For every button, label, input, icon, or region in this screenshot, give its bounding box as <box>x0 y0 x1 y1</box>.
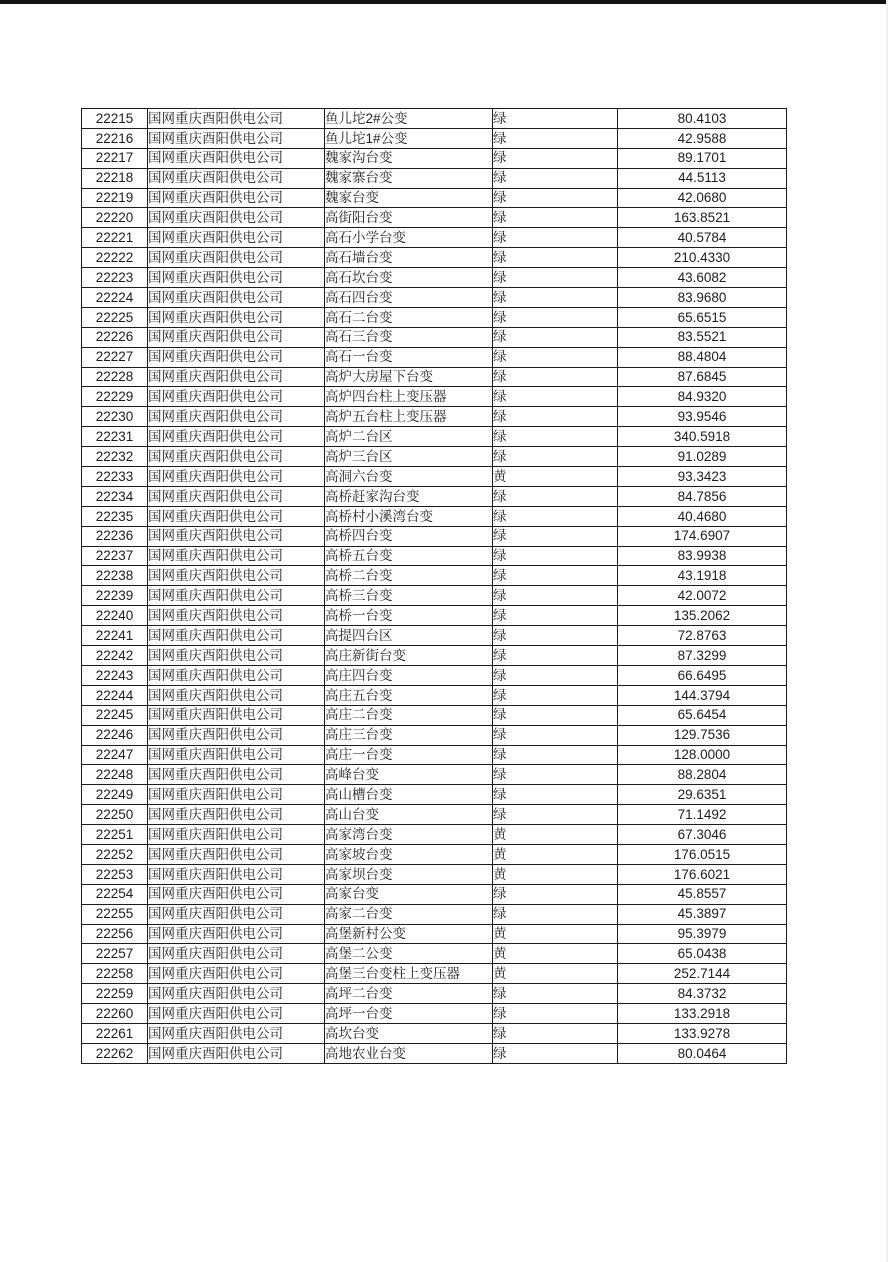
cell-value: 87.6845 <box>618 367 787 387</box>
table-row <box>82 288 787 308</box>
cell-id: 22253 <box>82 864 148 884</box>
cell-id: 22235 <box>82 506 148 526</box>
table-row <box>82 546 787 566</box>
table-row <box>82 566 787 586</box>
data-table-container <box>81 108 787 1064</box>
cell-id: 22237 <box>82 546 148 566</box>
cell-value: 129.7536 <box>618 725 787 745</box>
cell-id: 22217 <box>82 148 148 168</box>
cell-station: 高地农业台变 <box>325 1043 493 1063</box>
table-row <box>82 964 787 984</box>
cell-station: 高堡二公变 <box>325 944 493 964</box>
cell-status: 黄 <box>493 467 618 487</box>
cell-company: 国网重庆酉阳供电公司 <box>148 904 325 924</box>
cell-company: 国网重庆酉阳供电公司 <box>148 924 325 944</box>
cell-value: 89.1701 <box>618 148 787 168</box>
cell-station: 高洞六台变 <box>325 467 493 487</box>
cell-id: 22229 <box>82 387 148 407</box>
table-row <box>82 208 787 228</box>
cell-value: 44.5113 <box>618 168 787 188</box>
cell-id: 22230 <box>82 407 148 427</box>
cell-value: 45.3897 <box>618 904 787 924</box>
cell-company: 国网重庆酉阳供电公司 <box>148 546 325 566</box>
cell-status: 绿 <box>493 486 618 506</box>
cell-id: 22225 <box>82 307 148 327</box>
cell-company: 国网重庆酉阳供电公司 <box>148 248 325 268</box>
cell-status: 绿 <box>493 447 618 467</box>
table-row <box>82 467 787 487</box>
table-row <box>82 884 787 904</box>
cell-id: 22251 <box>82 825 148 845</box>
cell-id: 22231 <box>82 427 148 447</box>
cell-company: 国网重庆酉阳供电公司 <box>148 288 325 308</box>
cell-id: 22226 <box>82 327 148 347</box>
cell-status: 黄 <box>493 825 618 845</box>
cell-value: 83.9680 <box>618 288 787 308</box>
cell-company: 国网重庆酉阳供电公司 <box>148 526 325 546</box>
cell-station: 高庄新街台变 <box>325 646 493 666</box>
cell-id: 22228 <box>82 367 148 387</box>
cell-status: 绿 <box>493 1043 618 1063</box>
cell-value: 133.2918 <box>618 1004 787 1024</box>
cell-company: 国网重庆酉阳供电公司 <box>148 646 325 666</box>
table-row <box>82 347 787 367</box>
table-row <box>82 228 787 248</box>
data-table <box>81 108 787 1064</box>
cell-company: 国网重庆酉阳供电公司 <box>148 665 325 685</box>
table-row <box>82 327 787 347</box>
cell-company: 国网重庆酉阳供电公司 <box>148 884 325 904</box>
cell-company: 国网重庆酉阳供电公司 <box>148 427 325 447</box>
cell-status: 绿 <box>493 884 618 904</box>
cell-id: 22227 <box>82 347 148 367</box>
cell-value: 66.6495 <box>618 665 787 685</box>
cell-value: 128.0000 <box>618 745 787 765</box>
cell-station: 高坎台变 <box>325 1023 493 1043</box>
cell-company: 国网重庆酉阳供电公司 <box>148 1043 325 1063</box>
cell-station: 高堡三台变柱上变压器 <box>325 964 493 984</box>
cell-status: 黄 <box>493 964 618 984</box>
cell-value: 71.1492 <box>618 805 787 825</box>
cell-id: 22254 <box>82 884 148 904</box>
table-row <box>82 984 787 1004</box>
cell-id: 22250 <box>82 805 148 825</box>
cell-station: 高坪二台变 <box>325 984 493 1004</box>
table-row <box>82 506 787 526</box>
cell-station: 高桥三台变 <box>325 586 493 606</box>
cell-company: 国网重庆酉阳供电公司 <box>148 327 325 347</box>
cell-status: 绿 <box>493 327 618 347</box>
cell-id: 22246 <box>82 725 148 745</box>
table-body <box>82 109 787 1064</box>
cell-company: 国网重庆酉阳供电公司 <box>148 805 325 825</box>
cell-station: 高桥村小溪湾台变 <box>325 506 493 526</box>
cell-status: 黄 <box>493 924 618 944</box>
cell-company: 国网重庆酉阳供电公司 <box>148 725 325 745</box>
cell-station: 高家二台变 <box>325 904 493 924</box>
table-row <box>82 665 787 685</box>
table-row <box>82 745 787 765</box>
cell-status: 绿 <box>493 387 618 407</box>
cell-company: 国网重庆酉阳供电公司 <box>148 268 325 288</box>
cell-value: 163.8521 <box>618 208 787 228</box>
table-row <box>82 109 787 129</box>
cell-station: 高坪一台变 <box>325 1004 493 1024</box>
cell-id: 22219 <box>82 188 148 208</box>
cell-id: 22224 <box>82 288 148 308</box>
cell-company: 国网重庆酉阳供电公司 <box>148 307 325 327</box>
cell-company: 国网重庆酉阳供电公司 <box>148 844 325 864</box>
cell-station: 魏家沟台变 <box>325 148 493 168</box>
cell-id: 22249 <box>82 785 148 805</box>
table-row <box>82 387 787 407</box>
cell-station: 高桥二台变 <box>325 566 493 586</box>
cell-id: 22239 <box>82 586 148 606</box>
cell-id: 22256 <box>82 924 148 944</box>
cell-status: 绿 <box>493 407 618 427</box>
cell-station: 高山槽台变 <box>325 785 493 805</box>
cell-value: 43.6082 <box>618 268 787 288</box>
cell-id: 22218 <box>82 168 148 188</box>
cell-status: 绿 <box>493 268 618 288</box>
cell-value: 29.6351 <box>618 785 787 805</box>
cell-status: 绿 <box>493 984 618 1004</box>
table-row <box>82 486 787 506</box>
cell-company: 国网重庆酉阳供电公司 <box>148 765 325 785</box>
cell-station: 高炉三台区 <box>325 447 493 467</box>
cell-status: 绿 <box>493 288 618 308</box>
table-row <box>82 805 787 825</box>
cell-company: 国网重庆酉阳供电公司 <box>148 745 325 765</box>
cell-station: 高桥一台变 <box>325 606 493 626</box>
cell-station: 高桥四台变 <box>325 526 493 546</box>
cell-status: 绿 <box>493 128 618 148</box>
cell-station: 高桥五台变 <box>325 546 493 566</box>
cell-company: 国网重庆酉阳供电公司 <box>148 486 325 506</box>
cell-value: 80.4103 <box>618 109 787 129</box>
table-row <box>82 1004 787 1024</box>
table-row <box>82 904 787 924</box>
table-row <box>82 407 787 427</box>
cell-value: 174.6907 <box>618 526 787 546</box>
cell-id: 22260 <box>82 1004 148 1024</box>
cell-value: 133.9278 <box>618 1023 787 1043</box>
cell-id: 22241 <box>82 626 148 646</box>
cell-station: 高山台变 <box>325 805 493 825</box>
cell-id: 22223 <box>82 268 148 288</box>
cell-status: 绿 <box>493 566 618 586</box>
cell-station: 高庄三台变 <box>325 725 493 745</box>
cell-status: 绿 <box>493 506 618 526</box>
cell-company: 国网重庆酉阳供电公司 <box>148 1004 325 1024</box>
cell-status: 绿 <box>493 168 618 188</box>
cell-value: 40.4680 <box>618 506 787 526</box>
cell-value: 42.0680 <box>618 188 787 208</box>
cell-status: 绿 <box>493 626 618 646</box>
cell-station: 高石二台变 <box>325 307 493 327</box>
cell-station: 高庄二台变 <box>325 705 493 725</box>
cell-value: 87.3299 <box>618 646 787 666</box>
cell-value: 176.6021 <box>618 864 787 884</box>
cell-company: 国网重庆酉阳供电公司 <box>148 148 325 168</box>
cell-value: 40.5784 <box>618 228 787 248</box>
cell-id: 22216 <box>82 128 148 148</box>
table-row <box>82 1023 787 1043</box>
cell-value: 88.2804 <box>618 765 787 785</box>
table-row <box>82 765 787 785</box>
cell-id: 22259 <box>82 984 148 1004</box>
cell-status: 绿 <box>493 606 618 626</box>
table-row <box>82 626 787 646</box>
cell-status: 绿 <box>493 586 618 606</box>
cell-station: 高庄一台变 <box>325 745 493 765</box>
cell-status: 绿 <box>493 665 618 685</box>
cell-status: 绿 <box>493 1004 618 1024</box>
cell-station: 高石坎台变 <box>325 268 493 288</box>
cell-value: 67.3046 <box>618 825 787 845</box>
cell-company: 国网重庆酉阳供电公司 <box>148 626 325 646</box>
cell-company: 国网重庆酉阳供电公司 <box>148 447 325 467</box>
cell-id: 22262 <box>82 1043 148 1063</box>
table-row <box>82 844 787 864</box>
cell-value: 210.4330 <box>618 248 787 268</box>
cell-company: 国网重庆酉阳供电公司 <box>148 168 325 188</box>
cell-station: 高石四台变 <box>325 288 493 308</box>
cell-company: 国网重庆酉阳供电公司 <box>148 964 325 984</box>
cell-company: 国网重庆酉阳供电公司 <box>148 606 325 626</box>
cell-station: 高炉二台区 <box>325 427 493 447</box>
cell-status: 绿 <box>493 725 618 745</box>
cell-company: 国网重庆酉阳供电公司 <box>148 506 325 526</box>
table-row <box>82 268 787 288</box>
page-right-edge <box>886 0 888 1262</box>
cell-value: 65.6515 <box>618 307 787 327</box>
table-row <box>82 248 787 268</box>
cell-id: 22232 <box>82 447 148 467</box>
cell-company: 国网重庆酉阳供电公司 <box>148 984 325 1004</box>
cell-value: 42.9588 <box>618 128 787 148</box>
table-row <box>82 705 787 725</box>
cell-station: 高石一台变 <box>325 347 493 367</box>
cell-value: 72.8763 <box>618 626 787 646</box>
cell-company: 国网重庆酉阳供电公司 <box>148 1023 325 1043</box>
cell-status: 绿 <box>493 546 618 566</box>
cell-station: 高街阳台变 <box>325 208 493 228</box>
cell-value: 340.5918 <box>618 427 787 447</box>
cell-value: 84.3732 <box>618 984 787 1004</box>
table-row <box>82 944 787 964</box>
table-row <box>82 307 787 327</box>
cell-status: 绿 <box>493 347 618 367</box>
cell-value: 83.9938 <box>618 546 787 566</box>
table-row <box>82 864 787 884</box>
table-row <box>82 427 787 447</box>
table-row <box>82 188 787 208</box>
table-row <box>82 168 787 188</box>
cell-value: 80.0464 <box>618 1043 787 1063</box>
cell-value: 88.4804 <box>618 347 787 367</box>
cell-value: 91.0289 <box>618 447 787 467</box>
cell-station: 魏家寨台变 <box>325 168 493 188</box>
cell-company: 国网重庆酉阳供电公司 <box>148 944 325 964</box>
cell-station: 高庄四台变 <box>325 665 493 685</box>
cell-station: 高石三台变 <box>325 327 493 347</box>
cell-value: 135.2062 <box>618 606 787 626</box>
cell-station: 高炉大房屋下台变 <box>325 367 493 387</box>
cell-station: 高炉五台柱上变压器 <box>325 407 493 427</box>
cell-station: 高家坡台变 <box>325 844 493 864</box>
table-row <box>82 924 787 944</box>
cell-id: 22220 <box>82 208 148 228</box>
cell-id: 22247 <box>82 745 148 765</box>
table-row <box>82 1043 787 1063</box>
cell-id: 22248 <box>82 765 148 785</box>
cell-station: 高峰台变 <box>325 765 493 785</box>
cell-status: 绿 <box>493 785 618 805</box>
cell-status: 黄 <box>493 944 618 964</box>
table-row <box>82 586 787 606</box>
table-row <box>82 606 787 626</box>
cell-company: 国网重庆酉阳供电公司 <box>148 407 325 427</box>
cell-id: 22242 <box>82 646 148 666</box>
cell-station: 高家台变 <box>325 884 493 904</box>
cell-status: 绿 <box>493 109 618 129</box>
cell-id: 22245 <box>82 705 148 725</box>
cell-status: 绿 <box>493 307 618 327</box>
cell-value: 42.0072 <box>618 586 787 606</box>
table-row <box>82 526 787 546</box>
top-edge-bar <box>0 0 886 4</box>
cell-id: 22244 <box>82 685 148 705</box>
cell-status: 绿 <box>493 805 618 825</box>
cell-station: 高石小学台变 <box>325 228 493 248</box>
cell-station: 高家湾台变 <box>325 825 493 845</box>
cell-value: 144.3794 <box>618 685 787 705</box>
cell-status: 绿 <box>493 765 618 785</box>
cell-station: 高石墙台变 <box>325 248 493 268</box>
cell-id: 22252 <box>82 844 148 864</box>
cell-company: 国网重庆酉阳供电公司 <box>148 785 325 805</box>
cell-station: 高炉四台柱上变压器 <box>325 387 493 407</box>
cell-id: 22221 <box>82 228 148 248</box>
cell-station: 鱼儿坨2#公变 <box>325 109 493 129</box>
cell-id: 22261 <box>82 1023 148 1043</box>
cell-station: 魏家台变 <box>325 188 493 208</box>
cell-id: 22234 <box>82 486 148 506</box>
cell-id: 22238 <box>82 566 148 586</box>
table-row <box>82 725 787 745</box>
cell-id: 22233 <box>82 467 148 487</box>
cell-company: 国网重庆酉阳供电公司 <box>148 705 325 725</box>
cell-station: 高庄五台变 <box>325 685 493 705</box>
cell-value: 65.0438 <box>618 944 787 964</box>
cell-value: 93.3423 <box>618 467 787 487</box>
cell-company: 国网重庆酉阳供电公司 <box>148 208 325 228</box>
cell-status: 绿 <box>493 526 618 546</box>
cell-company: 国网重庆酉阳供电公司 <box>148 387 325 407</box>
cell-value: 84.7856 <box>618 486 787 506</box>
cell-company: 国网重庆酉阳供电公司 <box>148 109 325 129</box>
cell-station: 高提四台区 <box>325 626 493 646</box>
cell-company: 国网重庆酉阳供电公司 <box>148 228 325 248</box>
table-row <box>82 148 787 168</box>
cell-company: 国网重庆酉阳供电公司 <box>148 685 325 705</box>
cell-station: 鱼儿坨1#公变 <box>325 128 493 148</box>
cell-value: 43.1918 <box>618 566 787 586</box>
cell-status: 绿 <box>493 745 618 765</box>
cell-status: 绿 <box>493 685 618 705</box>
table-row <box>82 367 787 387</box>
table-row <box>82 646 787 666</box>
cell-status: 绿 <box>493 427 618 447</box>
cell-value: 65.6454 <box>618 705 787 725</box>
cell-id: 22240 <box>82 606 148 626</box>
cell-id: 22258 <box>82 964 148 984</box>
cell-company: 国网重庆酉阳供电公司 <box>148 864 325 884</box>
cell-status: 绿 <box>493 367 618 387</box>
cell-status: 绿 <box>493 148 618 168</box>
cell-value: 93.9546 <box>618 407 787 427</box>
cell-id: 22222 <box>82 248 148 268</box>
cell-id: 22255 <box>82 904 148 924</box>
cell-value: 176.0515 <box>618 844 787 864</box>
cell-company: 国网重庆酉阳供电公司 <box>148 467 325 487</box>
cell-status: 绿 <box>493 904 618 924</box>
cell-id: 22215 <box>82 109 148 129</box>
cell-status: 绿 <box>493 188 618 208</box>
cell-station: 高桥赶家沟台变 <box>325 486 493 506</box>
table-row <box>82 785 787 805</box>
cell-station: 高家坝台变 <box>325 864 493 884</box>
table-row <box>82 825 787 845</box>
cell-id: 22236 <box>82 526 148 546</box>
cell-company: 国网重庆酉阳供电公司 <box>148 347 325 367</box>
cell-value: 83.5521 <box>618 327 787 347</box>
cell-company: 国网重庆酉阳供电公司 <box>148 188 325 208</box>
cell-status: 绿 <box>493 228 618 248</box>
cell-value: 84.9320 <box>618 387 787 407</box>
cell-id: 22257 <box>82 944 148 964</box>
cell-company: 国网重庆酉阳供电公司 <box>148 566 325 586</box>
cell-company: 国网重庆酉阳供电公司 <box>148 586 325 606</box>
cell-status: 黄 <box>493 864 618 884</box>
cell-status: 绿 <box>493 248 618 268</box>
table-row <box>82 685 787 705</box>
cell-company: 国网重庆酉阳供电公司 <box>148 367 325 387</box>
cell-company: 国网重庆酉阳供电公司 <box>148 825 325 845</box>
cell-status: 绿 <box>493 646 618 666</box>
cell-status: 绿 <box>493 705 618 725</box>
cell-value: 95.3979 <box>618 924 787 944</box>
cell-id: 22243 <box>82 665 148 685</box>
cell-company: 国网重庆酉阳供电公司 <box>148 128 325 148</box>
cell-status: 绿 <box>493 1023 618 1043</box>
cell-status: 黄 <box>493 844 618 864</box>
cell-value: 252.7144 <box>618 964 787 984</box>
cell-status: 绿 <box>493 208 618 228</box>
cell-station: 高堡新村公变 <box>325 924 493 944</box>
cell-value: 45.8557 <box>618 884 787 904</box>
table-row <box>82 447 787 467</box>
table-row <box>82 128 787 148</box>
